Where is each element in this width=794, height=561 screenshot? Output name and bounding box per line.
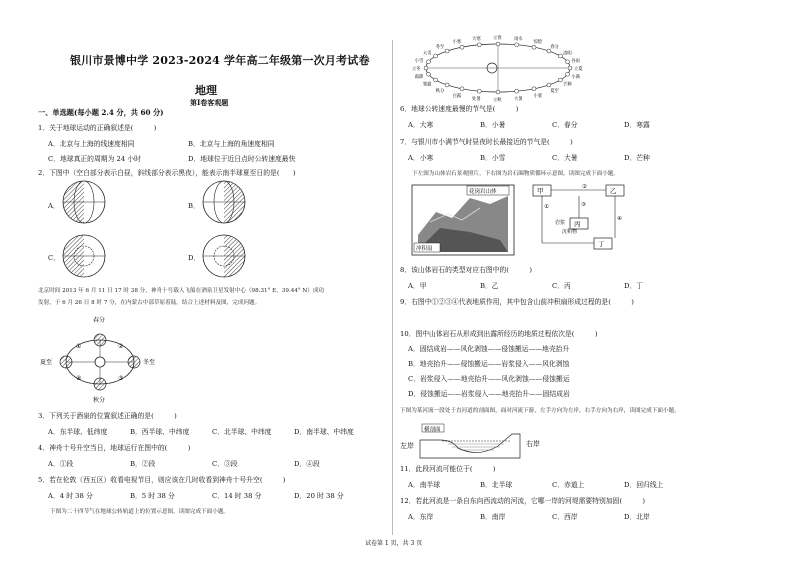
q3-option-a: A．东半球、低纬度 — [48, 428, 108, 436]
globe-d — [203, 235, 245, 277]
q11-option-d: D．回归线上 — [624, 481, 664, 489]
q10-option-a: A．固结成岩——风化剥蚀——侵蚀搬运——地壳抬升 — [408, 345, 570, 353]
solar-term-marker — [434, 54, 438, 58]
solar-term-label: 大寒 — [472, 37, 481, 43]
solar-term-label: 小满 — [571, 75, 580, 81]
q3-option-b: B．西半球、中纬度 — [130, 428, 190, 436]
solar-term-marker — [547, 83, 551, 87]
river-cross-section — [400, 424, 540, 458]
rock-photo — [412, 185, 514, 255]
q7-option-c: C．大暑 — [552, 154, 578, 162]
q1-option-b: B．北京与上海的角速度相同 — [188, 140, 275, 148]
solar-term-label: 白露 — [452, 93, 462, 99]
solar-term-marker — [426, 60, 430, 64]
solar-term-marker — [424, 66, 428, 70]
solar-term-label: 小暑 — [533, 93, 543, 99]
orbit-label-summer: 夏至 — [40, 359, 53, 366]
passage-1-line-1: 北京时间 2013 年 6 月 11 日 17 时 38 分，神舟十号载人飞船在酒泉卫星发射中心（98.31° E，39.44° N）成功 — [38, 288, 325, 294]
q3-option-d: D．南半球、中纬度 — [294, 428, 354, 436]
cycle-ding: 丁 — [598, 240, 605, 248]
q12-stem: 12．若此河流是一条自东向西流动的河流，它哪一岸的河堤需要特别加固( ) — [400, 497, 646, 505]
orbit-label-spring: 春分 — [93, 317, 106, 324]
q5-option-a: A．4 时 38 分 — [48, 492, 93, 500]
solar-term-marker — [566, 72, 570, 76]
q7-stem: 7．与银川市小满节气时昼夜时长最接近的节气是( ) — [400, 138, 573, 146]
q9-stem: 9．右图中①②③④代表地质作用，其中包含山前冲积扇形成过程的是( ) — [400, 298, 634, 306]
cycle-num-2: ② — [582, 184, 587, 190]
river-left-bank: 左岸 — [400, 442, 414, 450]
cycle-jia: 甲 — [537, 187, 544, 195]
q5-stem: 5．若在伦敦（西五区）收看电视节目，则应该在几时收看到神舟十号升空( ) — [38, 476, 286, 484]
solar-term-marker — [532, 87, 536, 91]
orbit-segment-2: ② — [118, 343, 124, 350]
q7-option-a: A．小寒 — [408, 154, 434, 162]
q8-option-c: C．丙 — [552, 282, 571, 290]
orbit-segment-3: ③ — [118, 375, 124, 382]
solar-term-label: 惊蛰 — [533, 40, 543, 46]
solar-term-label: 清明 — [563, 51, 572, 57]
cycle-num-4: ④ — [617, 216, 622, 222]
solar-term-label: 大暑 — [513, 96, 523, 102]
q4-option-a: A．①段 — [48, 460, 74, 468]
passage-1-line-2: 发射，于 6 月 26 日 8 时 7 分，在内蒙古中部草原着陆。结合上述材料及图，完成问题。 — [38, 300, 261, 306]
q2-option-a: A． — [48, 202, 60, 210]
q2-option-d: D． — [188, 254, 201, 262]
solar-term-marker — [477, 43, 481, 47]
page-footer: 试卷第 1 页，共 3 页 — [365, 540, 423, 547]
globe-c — [63, 235, 105, 277]
q10-option-c: C．岩浆侵入——地壳抬升——风化剥蚀——侵蚀搬运 — [408, 375, 570, 383]
q5-option-c: C．14 时 38 分 — [212, 492, 262, 500]
cycle-magma: 岩浆 — [555, 220, 566, 226]
solar-term-label: 立夏 — [574, 67, 583, 72]
solar-term-label: 谷雨 — [571, 58, 580, 64]
solar-terms-diagram — [412, 34, 583, 103]
q4-option-b: B．②段 — [130, 460, 156, 468]
globe-a — [63, 181, 105, 223]
solar-term-marker — [532, 45, 536, 49]
photo-label: 花岗岩山体 — [469, 189, 497, 195]
solar-term-label: 春分 — [550, 45, 559, 51]
q11-stem: 11．此段河流可能位于( ) — [400, 465, 496, 473]
q4-option-d: D．④段 — [294, 460, 320, 468]
cycle-num-1: ① — [544, 204, 549, 210]
q7-option-b: B．小雪 — [480, 154, 506, 162]
solar-term-marker — [558, 78, 562, 82]
orbit-segment-4: ④ — [76, 375, 82, 382]
solar-term-marker — [496, 42, 500, 46]
q6-option-c: C．春分 — [552, 121, 578, 129]
solar-term-marker — [566, 60, 570, 64]
solar-term-marker — [496, 90, 500, 94]
q1-option-c: C．地球真正的周期为 24 小时 — [48, 155, 141, 163]
solar-term-marker — [434, 78, 438, 82]
solar-term-label: 雨水 — [513, 37, 523, 43]
volume-title: 第Ⅰ卷客观题 — [190, 98, 229, 107]
cycle-sediment: 沉积物 — [562, 229, 578, 235]
solar-term-marker — [568, 66, 572, 70]
q1-stem: 1．关于地球运动的正确叙述是( ) — [38, 124, 157, 132]
solar-term-label: 立秋 — [493, 98, 502, 103]
q7-option-d: D．芒种 — [624, 154, 650, 162]
q8-option-b: B．乙 — [480, 282, 499, 290]
solar-term-label: 立冬 — [412, 67, 421, 72]
solar-term-marker — [515, 43, 519, 47]
solar-term-label: 寒露 — [422, 82, 432, 88]
solar-term-label: 夏至 — [550, 88, 559, 94]
q1-option-a: A．北京与上海的线速度相同 — [48, 140, 135, 148]
q2-option-c: C． — [48, 254, 60, 262]
q6-stem: 6．地球公转速度最慢的节气是( ) — [400, 105, 519, 113]
q4-option-c: C．③段 — [212, 460, 238, 468]
solar-term-marker — [558, 54, 562, 58]
river-section-label: 横剖面 — [424, 427, 441, 433]
solar-term-label: 小雪 — [414, 58, 424, 64]
q8-option-d: D．丁 — [624, 282, 644, 290]
section-heading: 一、单选题(每小题 2.4 分，共 60 分) — [38, 108, 164, 117]
passage-2: 下图为二十四节气在地球公转轨道上的位置示意图，读图完成下面小题。 — [50, 509, 230, 515]
q11-option-b: B．北半球 — [480, 481, 513, 489]
solar-term-marker — [445, 83, 449, 87]
q5-option-d: D．20 时 38 分 — [294, 492, 344, 500]
q6-option-d: D．寒露 — [624, 121, 650, 129]
cycle-yi: 乙 — [610, 187, 617, 195]
solar-term-label: 冬至 — [435, 45, 445, 51]
q6-option-b: B．小暑 — [480, 121, 506, 129]
solar-term-marker — [445, 49, 449, 53]
q10-option-b: B．地壳抬升——侵蚀搬运——岩浆侵入——风化剥蚀 — [408, 360, 570, 368]
q8-stem: 8．该山体岩石的类型对应右图中的( ) — [400, 266, 532, 274]
q12-option-c: C．西岸 — [552, 513, 578, 521]
q11-option-c: C．赤道上 — [552, 481, 585, 489]
q2-option-b: B． — [188, 202, 200, 210]
solar-term-label: 小寒 — [452, 40, 462, 46]
river-right-bank: 右岸 — [526, 440, 540, 448]
orbit-label-winter: 冬至 — [143, 359, 156, 366]
rock-cycle-diagram — [533, 183, 624, 249]
q1-option-d: D．地球位于近日点时公转速度最快 — [188, 155, 296, 163]
subject-title: 地理 — [195, 84, 217, 97]
orbit-segment-1: ① — [76, 343, 82, 350]
q10-stem: 10．图中山体岩石从形成到出露所经历的地质过程依次是( ) — [400, 330, 598, 338]
solar-term-marker — [460, 45, 464, 49]
solar-term-label: 大雪 — [422, 51, 432, 57]
q3-stem: 3．下列关于酒泉的位置叙述正确的是( ) — [38, 412, 177, 420]
globe-b — [203, 181, 245, 223]
q2-stem: 2．下图中（空白部分表示白昼，斜线部分表示黑夜），能表示南半球夏至日的是( ) — [38, 169, 296, 177]
orbit-diagram — [40, 316, 155, 404]
solar-term-label: 秋分 — [435, 88, 445, 94]
solar-term-marker — [460, 87, 464, 91]
cycle-num-3: ③ — [581, 202, 586, 208]
q4-stem: 4．神舟十号升空当日，地球运行在图中的( ) — [38, 444, 191, 452]
column-divider — [392, 40, 393, 535]
passage-4: 下图为某河流一段处于直河道的剖面图，面对河流下游，左手方向为左岸，右手方向为右岸，读图完成下面小题。 — [400, 408, 680, 414]
solar-term-label: 霜降 — [414, 75, 424, 81]
solar-term-marker — [515, 89, 519, 93]
q12-option-d: D．北岸 — [624, 513, 650, 521]
passage-3: 下左图为山体岩石景观照片，下右图为岩石圈物质循环示意图。读图完成下面小题。 — [412, 171, 619, 177]
alluvial-label: 冲积扇 — [416, 246, 433, 252]
solar-term-label: 芒种 — [563, 82, 572, 88]
solar-term-label: 处暑 — [472, 96, 481, 102]
q5-option-b: B．5 时 38 分 — [130, 492, 175, 500]
q3-option-c: C．北半球、中纬度 — [212, 428, 272, 436]
solar-term-marker — [426, 72, 430, 76]
exam-title: 银川市景博中学 2023-2024 学年高二年级第一次月考试卷 — [70, 54, 370, 67]
cycle-bing: 丙 — [574, 220, 581, 228]
solar-term-label: 立春 — [493, 36, 502, 41]
q10-option-d: D．侵蚀搬运——岩浆侵入——地壳抬升——固结成岩 — [408, 390, 570, 398]
q12-option-b: B．南岸 — [480, 513, 506, 521]
q11-option-a: A．南半球 — [408, 481, 441, 489]
solar-term-marker — [477, 89, 481, 93]
q6-option-a: A．大寒 — [408, 121, 434, 129]
q8-option-a: A．甲 — [408, 282, 427, 290]
orbit-label-autumn: 秋分 — [93, 397, 106, 404]
q12-option-a: A．东岸 — [408, 513, 434, 521]
